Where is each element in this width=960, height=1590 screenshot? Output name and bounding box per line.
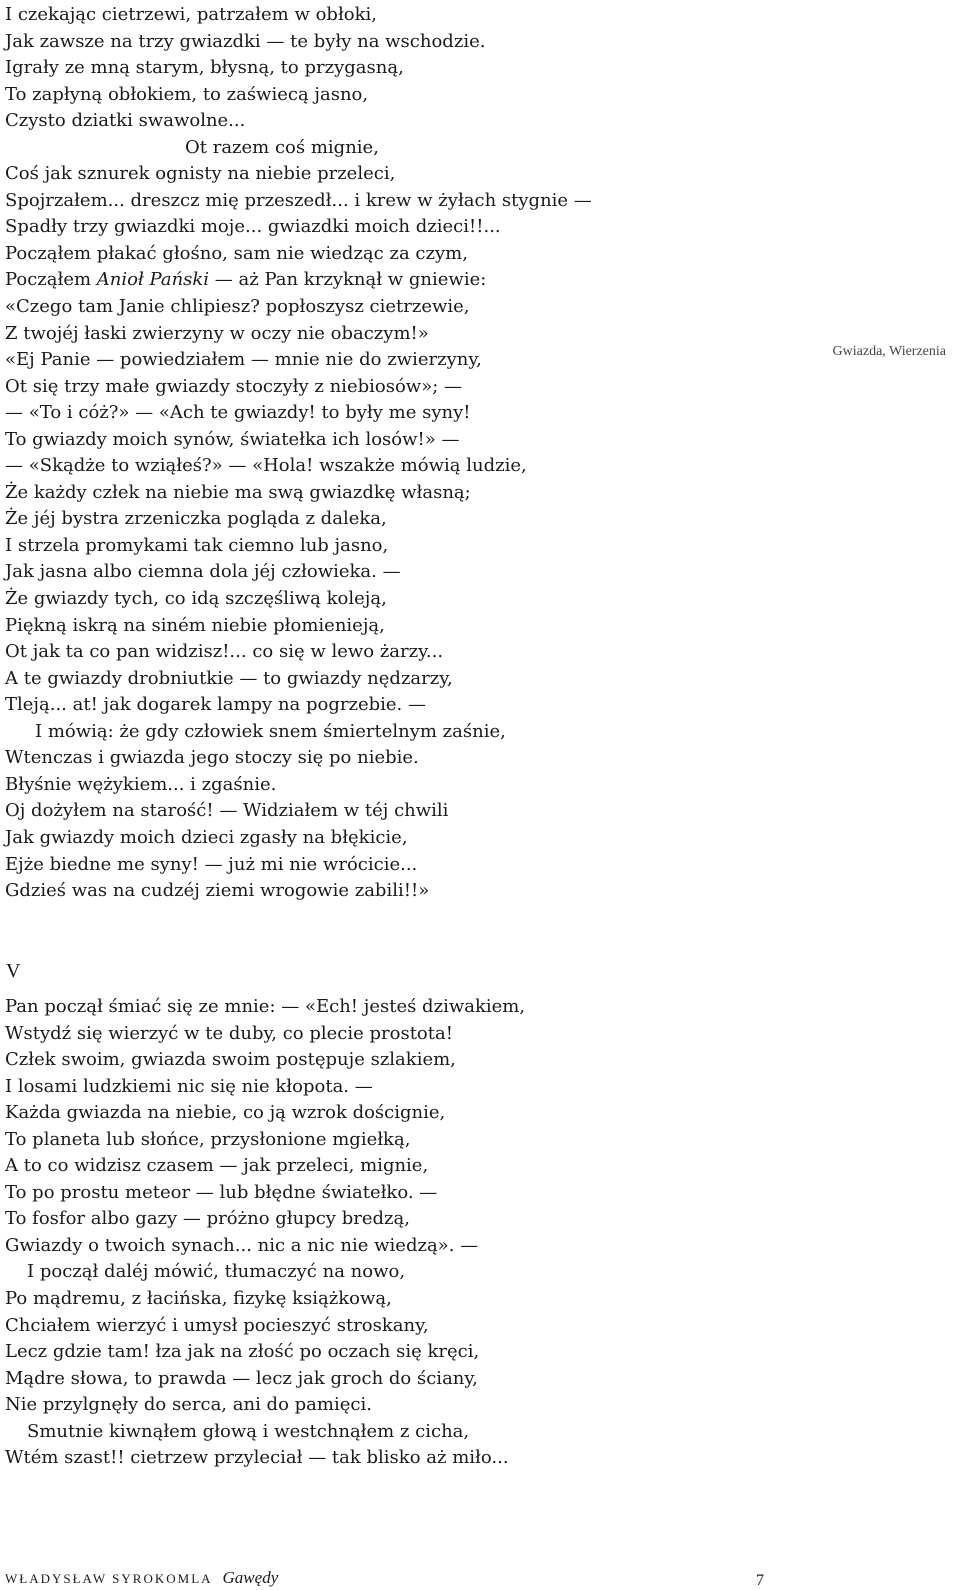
verse-line: Wtém szast!! cietrzew przyleciał — tak blisko aż miło... xyxy=(5,1447,509,1469)
verse-line: Ot się trzy małe gwiazdy stoczyły z niebiosów»; — xyxy=(5,375,462,397)
verse-line: I począł daléj mówić, tłumaczyć na nowo, xyxy=(27,1261,406,1283)
verse-line: «Ej Panie — powiedziałem — mnie nie do zwierzyny, xyxy=(5,349,482,371)
verse-line: Coś jak sznurek ognisty na niebie przeleci, xyxy=(5,163,396,185)
page-number: 7 xyxy=(756,1572,764,1589)
verse-line: Smutnie kiwnąłem głową i westchnąłem z cicha, xyxy=(27,1420,470,1442)
verse-line: To gwiazdy moich synów, światełka ich losów!» — xyxy=(5,428,460,450)
verse-line: Ot jak ta co pan widzisz!... co się w lewo żarzy... xyxy=(5,641,444,663)
verse-line: To planeta lub słońce, przysłonione mgiełką, xyxy=(5,1128,411,1150)
verse-line: Igrały ze mną starym, błysną, to przygasną, xyxy=(5,57,404,79)
verse-line: Po mądremu, z łacińska, fizykę książkową, xyxy=(5,1288,392,1310)
verse-line: Jak gwiazdy moich dzieci zgasły na błękicie, xyxy=(5,826,408,848)
verse-line: Że każdy człek na niebie ma swą gwiazdkę własną; xyxy=(5,481,471,503)
verse-line: Z twojéj łaski zwierzyny w oczy nie obaczym!» xyxy=(5,322,429,344)
verse-line: Ejże biedne me syny! — już mi nie wrócicie... xyxy=(5,853,418,875)
verse-line: Że gwiazdy tych, co idą szczęśliwą koleją, xyxy=(5,588,387,610)
verse-line: Począłem Anioł Pański — aż Pan krzyknął w gniewie: xyxy=(5,269,487,291)
running-footer xyxy=(5,1568,278,1588)
verse-line: Czysto dziatki swawolne... xyxy=(5,110,246,132)
stanza-iv xyxy=(5,2,775,905)
verse-line: I strzela promykami tak ciemno lub jasno, xyxy=(5,534,389,556)
verse-line: Człek swoim, gwiazda swoim postępuje szlakiem, xyxy=(5,1049,456,1071)
verse-line: Lecz gdzie tam! łza jak na złość po oczach się kręci, xyxy=(5,1341,480,1363)
verse-line: To fosfor albo gazy — próżno głupcy bredzą, xyxy=(5,1208,410,1230)
verse-line: Każda gwiazda na niebie, co ją wzrok doścignie, xyxy=(5,1102,446,1124)
margin-note: Gwiazda, Wierzenia xyxy=(832,344,946,359)
verse-line: Gwiazdy o twoich synach... nic a nic nie wiedzą». — xyxy=(5,1234,479,1256)
verse-line: Piękną iskrą na siném niebie płomienieją, xyxy=(5,614,385,636)
verse-line: Spojrzałem... dreszcz mię przeszedł... i krew w żyłach stygnie — xyxy=(5,189,592,211)
verse-line: Oj dożyłem na starość! — Widziałem w téj chwili xyxy=(5,800,449,822)
verse-line: A te gwiazdy drobniutkie — to gwiazdy nędzarzy, xyxy=(5,667,453,689)
verse-line: «Czego tam Janie chlipiesz? popłoszysz cietrzewie, xyxy=(5,296,470,318)
verse-line: Że jéj bystra zrzeniczka pogląda z daleka, xyxy=(5,508,387,530)
verse-line: I losami ludzkiemi nic się nie kłopota. — xyxy=(5,1075,373,1097)
verse-line: Tleją... at! jak dogarek lampy na pogrzebie. — xyxy=(5,694,426,716)
verse-line: Gdzieś was na cudzéj ziemi wrogowie zabili!!» xyxy=(5,880,430,902)
verse-line: Chciałem wierzyć i umysł pocieszyć stroskany, xyxy=(5,1314,429,1336)
verse-line: Jak zawsze na trzy gwiazdki — te były na wschodzie. xyxy=(5,30,486,52)
verse-line: — «To i cóż?» — «Ach te gwiazdy! to były me syny! xyxy=(5,402,471,424)
verse-line: Wstydź się wierzyć w te duby, co plecie prostota! xyxy=(5,1022,453,1044)
verse-line: A to co widzisz czasem — jak przeleci, mignie, xyxy=(5,1155,429,1177)
verse-line: I czekając cietrzewi, patrzałem w obłoki, xyxy=(5,4,378,25)
verse-line: Nie przylgnęły do serca, ani do pamięci. xyxy=(5,1394,372,1416)
verse-line: To zapłyną obłokiem, to zaświecą jasno, xyxy=(5,83,369,105)
section-heading: V xyxy=(6,960,21,982)
stanza-v xyxy=(5,994,775,1472)
verse-line: — «Skądże to wziąłeś?» — «Hola! wszakże mówią ludzie, xyxy=(5,455,527,477)
verse-line: Spadły trzy gwiazdki moje... gwiazdki moich dzieci!!... xyxy=(5,216,501,238)
footer-author: WŁADYSŁAW SYROKOMLA xyxy=(5,1571,213,1586)
footer-work-title: Gawędy xyxy=(222,1568,279,1587)
verse-line: Mądre słowa, to prawda — lecz jak groch do ściany, xyxy=(5,1367,478,1389)
verse-line: Ot razem coś mignie, xyxy=(185,136,379,158)
verse-line: Pan począł śmiać się ze mnie: — «Ech! jesteś dziwakiem, xyxy=(5,996,526,1017)
verse-line: To po prostu meteor — lub błędne światełko. — xyxy=(5,1181,438,1203)
verse-line: Jak jasna albo ciemna dola jéj człowieka. — xyxy=(5,561,401,583)
verse-line: Wtenczas i gwiazda jego stoczy się po niebie. xyxy=(5,747,419,769)
verse-line: I mówią: że gdy człowiek snem śmiertelnym zaśnie, xyxy=(35,720,506,742)
verse-line: Błyśnie wężykiem... i zgaśnie. xyxy=(5,773,277,795)
verse-line: Począłem płakać głośno, sam nie wiedząc za czym, xyxy=(5,242,468,264)
